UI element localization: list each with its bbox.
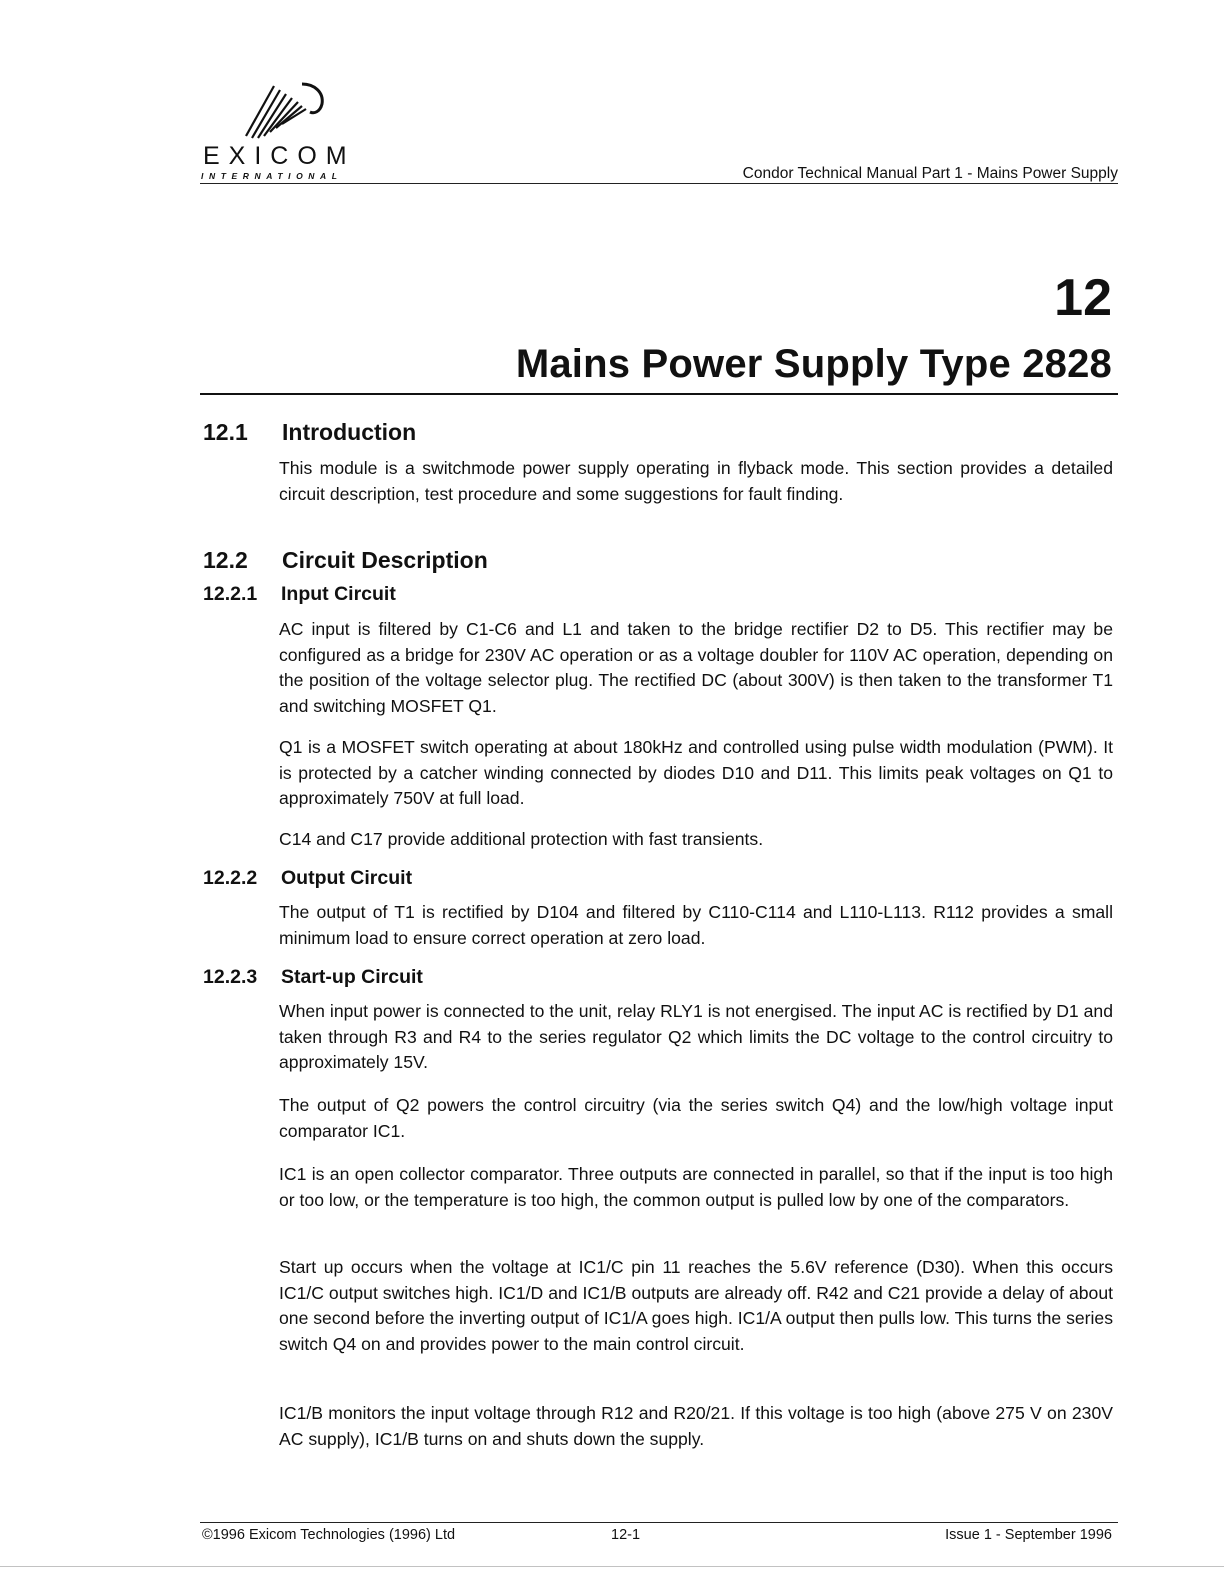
section-number: 12.1 bbox=[203, 419, 248, 445]
scan-edge-line bbox=[0, 1566, 1224, 1567]
running-header: Condor Technical Manual Part 1 - Mains Power Supply bbox=[742, 165, 1118, 182]
subsection-heading: Start-up Circuit bbox=[281, 966, 423, 988]
chapter-number: 12 bbox=[1054, 269, 1112, 327]
chapter-title: Mains Power Supply Type 2828 bbox=[515, 342, 1112, 386]
paragraph: AC input is filtered by C1-C6 and L1 and taken to the bridge rectifier D2 to D5. This rectifier may be configured as a bridge for 230V AC operation or as a voltage doubler for 110V AC operation, depending on the position of the voltage selector plug. The rectified DC (about 300V) is then taken to the transformer T1 and switching MOSFET Q1. bbox=[279, 619, 1113, 717]
subsection-number: 12.2.3 bbox=[203, 966, 258, 988]
subsection-number: 12.2.2 bbox=[203, 867, 258, 889]
title-divider bbox=[200, 393, 1118, 395]
paragraph: When input power is connected to the unit, relay RLY1 is not energised. The input AC is rectified by D1 and taken through R3 and R4 to the series regulator Q2 which limits the DC voltage to the control circuitry to approximately 15V. bbox=[279, 1001, 1113, 1073]
footer-copyright: ©1996 Exicom Technologies (1996) Ltd bbox=[202, 1527, 456, 1543]
subsection-number: 12.2.1 bbox=[203, 583, 258, 605]
exicom-logo-icon bbox=[244, 78, 328, 146]
footer-divider bbox=[200, 1522, 1118, 1523]
header-divider bbox=[200, 183, 1118, 184]
paragraph: The output of Q2 powers the control circuitry (via the series switch Q4) and the low/high voltage input comparator IC1. bbox=[279, 1095, 1113, 1141]
footer-issue: Issue 1 - September 1996 bbox=[945, 1527, 1112, 1543]
footer-page-number: 12-1 bbox=[611, 1527, 641, 1543]
paragraph: This module is a switchmode power supply operating in flyback mode. This section provides a detailed circuit description, test procedure and some suggestions for fault finding. bbox=[279, 458, 1113, 504]
paragraph: IC1 is an open collector comparator. Three outputs are connected in parallel, so that if the input is too high or too low, or the temperature is too high, the common output is pulled low by one of the comparators. bbox=[279, 1164, 1113, 1210]
logo-subtitle: INTERNATIONAL bbox=[201, 171, 343, 181]
paragraph: IC1/B monitors the input voltage through R12 and R20/21. If this voltage is too high (above 275 V on 230V AC supply), IC1/B turns on and shuts down the supply. bbox=[279, 1403, 1113, 1449]
paragraph: Start up occurs when the voltage at IC1/C pin 11 reaches the 5.6V reference (D30). When this occurs IC1/C output switches high. IC1/D and IC1/B outputs are already off. R42 and C21 provide a delay of about one second before the inverting output of IC1/A goes high. IC1/A output then pulls low. This turns the series switch Q4 on and provides power to the main control circuit. bbox=[279, 1257, 1113, 1355]
section-number: 12.2 bbox=[203, 547, 248, 573]
paragraph: Q1 is a MOSFET switch operating at about 180kHz and controlled using pulse width modulation (PWM). It is protected by a catcher winding connected by diodes D10 and D11. This limits peak voltages on Q1 to approximately 750V at full load. bbox=[279, 737, 1113, 809]
subsection-heading: Output Circuit bbox=[281, 867, 413, 889]
subsection-heading: Input Circuit bbox=[281, 583, 396, 605]
paragraph: The output of T1 is rectified by D104 and filtered by C110-C114 and L110-L113. R112 provides a small minimum load to ensure correct operation at zero load. bbox=[279, 902, 1113, 948]
section-heading: Circuit Description bbox=[282, 547, 488, 573]
paragraph: C14 and C17 provide additional protection with fast transients. bbox=[279, 829, 764, 849]
section-heading: Introduction bbox=[282, 419, 417, 445]
logo-wordmark: EXICOM bbox=[203, 142, 356, 170]
